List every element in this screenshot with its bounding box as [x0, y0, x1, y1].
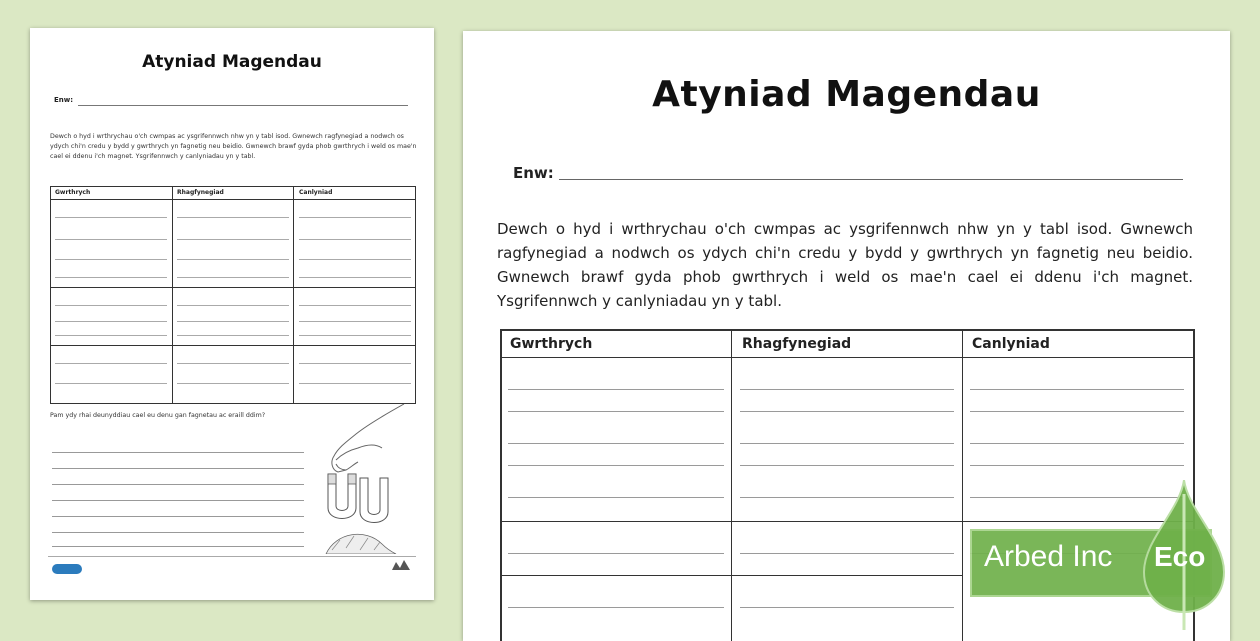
thumbnail-table	[50, 186, 416, 404]
footer-badge-icon	[390, 558, 412, 572]
header-result: Canlyniad	[972, 336, 1050, 352]
name-label: Enw:	[513, 164, 554, 182]
thumbnail-title: Atyniad Magendau	[142, 52, 322, 72]
hand-magnet-illustration	[316, 404, 412, 554]
thumbnail-header-object: Gwrthrych	[55, 189, 91, 196]
thumbnail-question: Pam ydy rhai deunyddiau cael eu denu gan fagnetau ac eraill ddim?	[50, 412, 266, 419]
publisher-logo	[52, 564, 82, 574]
header-prediction: Rhagfynegiad	[742, 336, 852, 352]
thumbnail-name-label: Enw:	[54, 96, 74, 104]
page-title: Atyniad Magendau	[652, 74, 1041, 115]
thumbnail-header-result: Canlyniad	[299, 189, 333, 196]
name-field-line[interactable]	[559, 179, 1183, 180]
watermark-brand-text: Arbed Inc	[984, 540, 1113, 573]
worksheet-thumbnail	[30, 28, 434, 600]
watermark-eco-badge: Eco	[1154, 541, 1206, 572]
instructions-text: Dewch o hyd i wrthrychau o'ch cwmpas ac ysgrifennwch nhw yn y tabl isod. Gwnewch ragfynegiad a nodwch os ydych chi'n credu y bydd y gwrthrych yn fagnetig neu beidio. Gwnewch brawf gyda phob gwrthrych i weld os mae'n cael ei ddenu i'ch magnet. Ysgrifennwch y canlyniadau yn y tabl.	[497, 220, 1193, 310]
thumbnail-header-prediction: Rhagfynegiad	[177, 189, 224, 196]
thumbnail-name-line	[78, 105, 408, 106]
thumbnail-instructions: Dewch o hyd i wrthrychau o'ch cwmpas ac ysgrifennwch nhw yn y tabl isod. Gwnewch ragfynegiad a nodwch os ydych chi'n credu y bydd y gwrthrych yn fagnetig neu beidio. Gwnewch brawf gyda phob gwrthrych i weld os mae'n cael ei ddenu i'ch magnet. Ysgrifennwch y canlyniadau yn y tabl.	[50, 133, 417, 160]
brand-watermark	[968, 480, 1260, 630]
header-object: Gwrthrych	[510, 336, 593, 352]
